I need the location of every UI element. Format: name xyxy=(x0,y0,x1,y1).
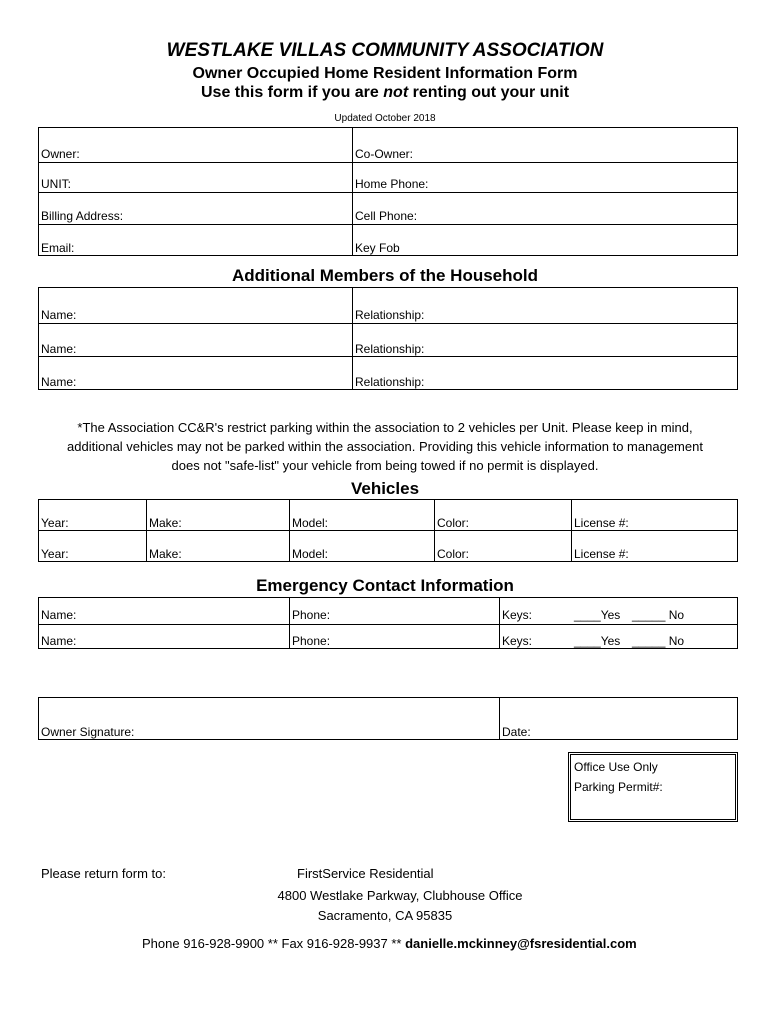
office-use-label: Office Use Only xyxy=(574,760,658,774)
contact-line xyxy=(142,936,637,951)
member-relationship-field[interactable]: Relationship: xyxy=(355,375,425,389)
owner-field[interactable]: Owner: xyxy=(41,147,80,161)
signature-table xyxy=(38,697,738,740)
billing-address-field[interactable]: Billing Address: xyxy=(41,209,124,223)
vehicles-heading: Vehicles xyxy=(350,479,420,498)
vehicle-make-field[interactable]: Make: xyxy=(149,547,182,561)
col-line xyxy=(434,499,435,562)
address-line1: 4800 Westlake Parkway, Clubhouse Office xyxy=(277,888,523,903)
col-line xyxy=(571,499,572,562)
emergency-phone-field[interactable]: Phone: xyxy=(292,634,331,648)
contact-email[interactable]: danielle.mckinney@fsresidential.com xyxy=(405,936,637,951)
key-fob-field[interactable]: Key Fob xyxy=(355,241,400,255)
vehicle-license-field[interactable]: License #: xyxy=(574,547,629,561)
office-use-box xyxy=(568,752,738,822)
cell-phone-field[interactable]: Cell Phone: xyxy=(355,209,418,223)
return-label: Please return form to: xyxy=(41,866,166,881)
household-divider xyxy=(352,287,353,390)
col-line xyxy=(499,597,500,649)
instruction-post: renting out your unit xyxy=(412,84,570,101)
emergency-phone-field[interactable]: Phone: xyxy=(292,608,331,622)
form-subtitle: Owner Occupied Home Resident Information Form xyxy=(192,65,578,82)
parking-note-line: additional vehicles may not be parked within the association. Providing this vehicle information to management xyxy=(67,439,703,454)
form-title: WESTLAKE VILLAS COMMUNITY ASSOCIATION xyxy=(166,40,604,61)
emergency-keys-label: Keys: xyxy=(502,608,533,622)
form-instruction xyxy=(0,84,770,102)
emergency-name-field[interactable]: Name: xyxy=(41,608,77,622)
unit-field[interactable]: UNIT: xyxy=(41,177,71,191)
owner-signature-field[interactable]: Owner Signature: xyxy=(41,725,135,739)
vehicle-color-field[interactable]: Color: xyxy=(437,516,470,530)
address-line2: Sacramento, CA 95835 xyxy=(317,908,453,923)
member-name-field[interactable]: Name: xyxy=(41,308,77,322)
member-name-field[interactable]: Name: xyxy=(41,342,77,356)
col-line xyxy=(289,597,290,649)
row-line xyxy=(38,162,738,163)
company-name: FirstService Residential xyxy=(297,866,434,881)
instruction-pre: Use this form if you are xyxy=(200,84,379,101)
vehicle-model-field[interactable]: Model: xyxy=(292,547,329,561)
member-name-field[interactable]: Name: xyxy=(41,375,77,389)
col-line xyxy=(499,697,500,740)
updated-date: Updated October 2018 xyxy=(334,113,436,124)
home-phone-field[interactable]: Home Phone: xyxy=(355,177,429,191)
date-field[interactable]: Date: xyxy=(502,725,531,739)
row-line xyxy=(38,192,738,193)
vehicle-year-field[interactable]: Year: xyxy=(41,516,69,530)
vehicle-license-field[interactable]: License #: xyxy=(574,516,629,530)
member-relationship-field[interactable]: Relationship: xyxy=(355,342,425,356)
vehicle-color-field[interactable]: Color: xyxy=(437,547,470,561)
household-heading: Additional Members of the Household xyxy=(231,266,538,285)
row-line xyxy=(38,323,738,324)
instruction-emphasis: not xyxy=(383,84,409,101)
parking-note-line: *The Association CC&R's restrict parking within the association to 2 vehicles per Unit. Please keep in mind, xyxy=(77,420,693,435)
row-line xyxy=(38,356,738,357)
co-owner-field[interactable]: Co-Owner: xyxy=(355,147,414,161)
emergency-name-field[interactable]: Name: xyxy=(41,634,77,648)
emergency-heading: Emergency Contact Information xyxy=(256,576,514,595)
parking-note xyxy=(0,418,770,475)
keys-no-option[interactable]: _____ No xyxy=(632,634,685,648)
row-line xyxy=(38,224,738,225)
vehicle-make-field[interactable]: Make: xyxy=(149,516,182,530)
email-field[interactable]: Email: xyxy=(41,241,75,255)
parking-note-line: does not "safe-list" your vehicle from being towed if no permit is displayed. xyxy=(171,458,599,473)
col-line xyxy=(289,499,290,562)
keys-yes-option[interactable]: ____Yes xyxy=(574,634,621,648)
keys-no-option[interactable]: _____ No xyxy=(632,608,685,622)
member-relationship-field[interactable]: Relationship: xyxy=(355,308,425,322)
row-line xyxy=(38,624,738,625)
row-line xyxy=(38,530,738,531)
keys-yes-option[interactable]: ____Yes xyxy=(574,608,621,622)
vehicle-model-field[interactable]: Model: xyxy=(292,516,329,530)
col-line xyxy=(146,499,147,562)
vehicle-year-field[interactable]: Year: xyxy=(41,547,69,561)
parking-permit-field[interactable]: Parking Permit#: xyxy=(574,780,663,794)
emergency-keys-label: Keys: xyxy=(502,634,533,648)
phone-fax: Phone 916-928-9900 ** Fax 916-928-9937 ** xyxy=(142,936,402,951)
